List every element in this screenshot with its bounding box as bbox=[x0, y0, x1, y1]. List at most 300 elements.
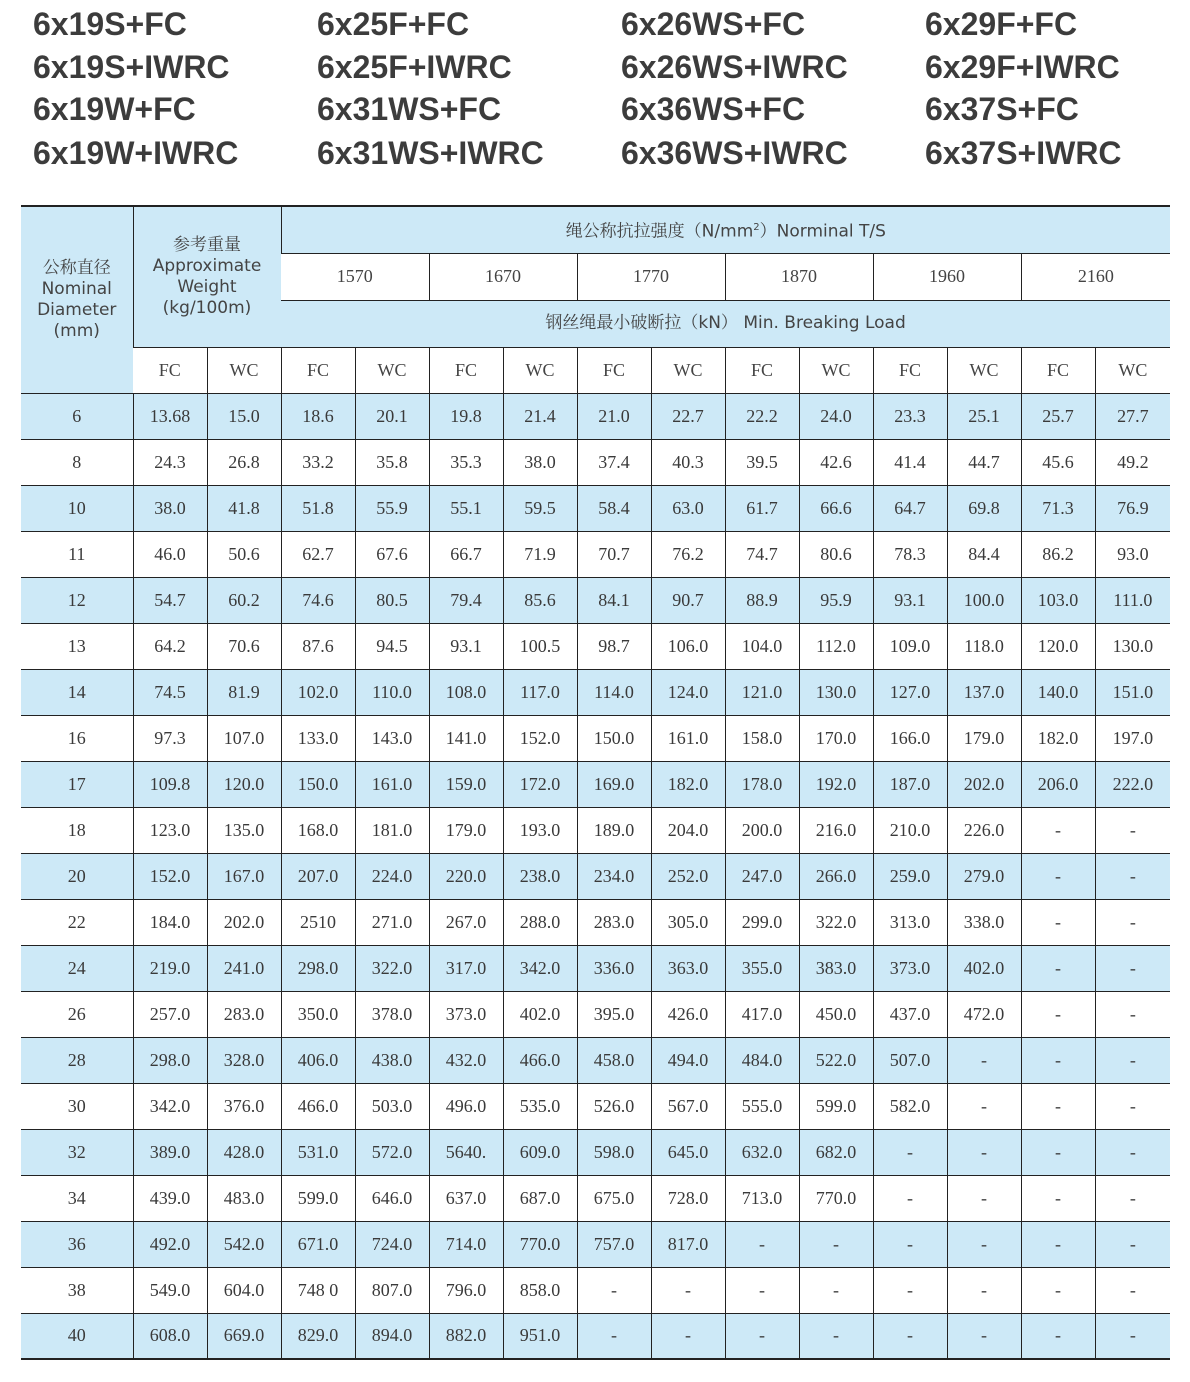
grade-header: 2160 bbox=[1021, 253, 1170, 300]
value-cell: - bbox=[725, 1221, 799, 1267]
value-cell: 67.6 bbox=[355, 531, 429, 577]
value-cell: 247.0 bbox=[725, 853, 799, 899]
value-cell: - bbox=[1095, 899, 1170, 945]
value-cell: 363.0 bbox=[651, 945, 725, 991]
table-row bbox=[21, 623, 1170, 669]
value-cell: 172.0 bbox=[503, 761, 577, 807]
weight-header-unit: (kg/100m) bbox=[162, 297, 252, 318]
value-cell: 151.0 bbox=[1095, 669, 1170, 715]
value-cell: 117.0 bbox=[503, 669, 577, 715]
value-cell: 632.0 bbox=[725, 1129, 799, 1175]
value-cell: 437.0 bbox=[873, 991, 947, 1037]
value-cell: - bbox=[947, 1083, 1021, 1129]
value-cell: - bbox=[1095, 853, 1170, 899]
diameter-header bbox=[21, 206, 133, 393]
value-cell: 93.0 bbox=[1095, 531, 1170, 577]
table-row bbox=[21, 439, 1170, 485]
value-cell: 130.0 bbox=[1095, 623, 1170, 669]
value-cell: 187.0 bbox=[873, 761, 947, 807]
value-cell: 44.7 bbox=[947, 439, 1021, 485]
value-cell: - bbox=[947, 1221, 1021, 1267]
value-cell: 84.1 bbox=[577, 577, 651, 623]
value-cell: 179.0 bbox=[429, 807, 503, 853]
value-cell: 88.9 bbox=[725, 577, 799, 623]
value-cell: 757.0 bbox=[577, 1221, 651, 1267]
value-cell: 279.0 bbox=[947, 853, 1021, 899]
rope-type-code: 6x19W+IWRC bbox=[33, 135, 239, 171]
value-cell: 646.0 bbox=[355, 1175, 429, 1221]
value-cell: 342.0 bbox=[503, 945, 577, 991]
value-cell: 143.0 bbox=[355, 715, 429, 761]
rope-type-code: 6x37S+FC bbox=[925, 91, 1079, 127]
value-cell: 118.0 bbox=[947, 623, 1021, 669]
value-cell: 266.0 bbox=[799, 853, 873, 899]
core-wc-header: WC bbox=[799, 347, 873, 393]
value-cell: 21.4 bbox=[503, 393, 577, 439]
value-cell: - bbox=[651, 1267, 725, 1313]
value-cell: 671.0 bbox=[281, 1221, 355, 1267]
table-row bbox=[21, 485, 1170, 531]
value-cell: 299.0 bbox=[725, 899, 799, 945]
value-cell: 522.0 bbox=[799, 1037, 873, 1083]
value-cell: 66.6 bbox=[799, 485, 873, 531]
value-cell: 608.0 bbox=[133, 1313, 207, 1359]
value-cell: 66.7 bbox=[429, 531, 503, 577]
rope-type-code: 6x37S+IWRC bbox=[925, 135, 1122, 171]
grade-header: 1770 bbox=[577, 253, 725, 300]
value-cell: 192.0 bbox=[799, 761, 873, 807]
value-cell: 41.8 bbox=[207, 485, 281, 531]
value-cell: 687.0 bbox=[503, 1175, 577, 1221]
value-cell: 438.0 bbox=[355, 1037, 429, 1083]
value-cell: 535.0 bbox=[503, 1083, 577, 1129]
value-cell: 5640. bbox=[429, 1129, 503, 1175]
value-cell: 25.1 bbox=[947, 393, 1021, 439]
value-cell: 882.0 bbox=[429, 1313, 503, 1359]
value-cell: 110.0 bbox=[355, 669, 429, 715]
value-cell: 328.0 bbox=[207, 1037, 281, 1083]
value-cell: 60.2 bbox=[207, 577, 281, 623]
value-cell: 609.0 bbox=[503, 1129, 577, 1175]
value-cell: 724.0 bbox=[355, 1221, 429, 1267]
value-cell: 161.0 bbox=[651, 715, 725, 761]
value-cell: 817.0 bbox=[651, 1221, 725, 1267]
value-cell: 219.0 bbox=[133, 945, 207, 991]
value-cell: 152.0 bbox=[133, 853, 207, 899]
value-cell: 109.0 bbox=[873, 623, 947, 669]
value-cell: - bbox=[947, 1313, 1021, 1359]
value-cell: - bbox=[1021, 1129, 1095, 1175]
table-row bbox=[21, 577, 1170, 623]
core-wc-header: WC bbox=[651, 347, 725, 393]
value-cell: 55.1 bbox=[429, 485, 503, 531]
value-cell: 305.0 bbox=[651, 899, 725, 945]
value-cell: 79.4 bbox=[429, 577, 503, 623]
value-cell: 35.3 bbox=[429, 439, 503, 485]
value-cell: - bbox=[873, 1129, 947, 1175]
value-cell: 38.0 bbox=[133, 485, 207, 531]
value-cell: - bbox=[1021, 1267, 1095, 1313]
value-cell: 322.0 bbox=[355, 945, 429, 991]
value-cell: - bbox=[1095, 1175, 1170, 1221]
value-cell: - bbox=[1021, 991, 1095, 1037]
value-cell: 90.7 bbox=[651, 577, 725, 623]
value-cell: 770.0 bbox=[799, 1175, 873, 1221]
value-cell: 210.0 bbox=[873, 807, 947, 853]
value-cell: - bbox=[1095, 1267, 1170, 1313]
breaking-load-table bbox=[21, 205, 1170, 1360]
value-cell: 71.9 bbox=[503, 531, 577, 577]
value-cell: 428.0 bbox=[207, 1129, 281, 1175]
value-cell: - bbox=[1021, 1037, 1095, 1083]
table-body bbox=[21, 393, 1170, 1359]
value-cell: - bbox=[725, 1267, 799, 1313]
value-cell: 389.0 bbox=[133, 1129, 207, 1175]
value-cell: 95.9 bbox=[799, 577, 873, 623]
value-cell: 202.0 bbox=[947, 761, 1021, 807]
value-cell: 283.0 bbox=[207, 991, 281, 1037]
value-cell: 458.0 bbox=[577, 1037, 651, 1083]
diameter-cell: 30 bbox=[21, 1083, 133, 1129]
table-row bbox=[21, 807, 1170, 853]
value-cell: 39.5 bbox=[725, 439, 799, 485]
value-cell: 179.0 bbox=[947, 715, 1021, 761]
value-cell: 526.0 bbox=[577, 1083, 651, 1129]
value-cell: 426.0 bbox=[651, 991, 725, 1037]
value-cell: 298.0 bbox=[281, 945, 355, 991]
value-cell: 158.0 bbox=[725, 715, 799, 761]
value-cell: 167.0 bbox=[207, 853, 281, 899]
value-cell: 189.0 bbox=[577, 807, 651, 853]
value-cell: 69.8 bbox=[947, 485, 1021, 531]
grade-header: 1570 bbox=[281, 253, 429, 300]
weight-header-en1: Approximate bbox=[152, 255, 262, 276]
value-cell: - bbox=[873, 1221, 947, 1267]
value-cell: 555.0 bbox=[725, 1083, 799, 1129]
value-cell: 226.0 bbox=[947, 807, 1021, 853]
value-cell: 271.0 bbox=[355, 899, 429, 945]
value-cell: 342.0 bbox=[133, 1083, 207, 1129]
value-cell: 80.5 bbox=[355, 577, 429, 623]
value-cell: 161.0 bbox=[355, 761, 429, 807]
value-cell: 182.0 bbox=[1021, 715, 1095, 761]
table-row bbox=[21, 1175, 1170, 1221]
core-wc-header: WC bbox=[947, 347, 1021, 393]
value-cell: 76.9 bbox=[1095, 485, 1170, 531]
table-row bbox=[21, 531, 1170, 577]
value-cell: - bbox=[1095, 1037, 1170, 1083]
diameter-cell: 16 bbox=[21, 715, 133, 761]
value-cell: 80.6 bbox=[799, 531, 873, 577]
diameter-cell: 6 bbox=[21, 393, 133, 439]
value-cell: 85.6 bbox=[503, 577, 577, 623]
value-cell: 170.0 bbox=[799, 715, 873, 761]
value-cell: 40.3 bbox=[651, 439, 725, 485]
value-cell: 107.0 bbox=[207, 715, 281, 761]
weight-header bbox=[133, 206, 281, 347]
diameter-cell: 28 bbox=[21, 1037, 133, 1083]
diameter-header-unit: (mm) bbox=[53, 320, 100, 341]
table-row bbox=[21, 761, 1170, 807]
value-cell: 770.0 bbox=[503, 1221, 577, 1267]
value-cell: 402.0 bbox=[947, 945, 1021, 991]
value-cell: 483.0 bbox=[207, 1175, 281, 1221]
core-fc-header: FC bbox=[577, 347, 651, 393]
value-cell: 103.0 bbox=[1021, 577, 1095, 623]
grade-header: 1670 bbox=[429, 253, 577, 300]
value-cell: 70.6 bbox=[207, 623, 281, 669]
value-cell: 317.0 bbox=[429, 945, 503, 991]
value-cell: 472.0 bbox=[947, 991, 1021, 1037]
table-row bbox=[21, 899, 1170, 945]
value-cell: 33.2 bbox=[281, 439, 355, 485]
value-cell: 492.0 bbox=[133, 1221, 207, 1267]
value-cell: 159.0 bbox=[429, 761, 503, 807]
table-row bbox=[21, 945, 1170, 991]
value-cell: 645.0 bbox=[651, 1129, 725, 1175]
value-cell: 2510 bbox=[281, 899, 355, 945]
value-cell: - bbox=[651, 1313, 725, 1359]
value-cell: 355.0 bbox=[725, 945, 799, 991]
value-cell: 86.2 bbox=[1021, 531, 1095, 577]
value-cell: 298.0 bbox=[133, 1037, 207, 1083]
rope-type-code: 6x31WS+IWRC bbox=[317, 135, 544, 171]
rope-type-code: 6x19S+FC bbox=[33, 6, 187, 42]
value-cell: 184.0 bbox=[133, 899, 207, 945]
value-cell: 46.0 bbox=[133, 531, 207, 577]
diameter-header-cn: 公称直径 bbox=[42, 257, 111, 278]
value-cell: 829.0 bbox=[281, 1313, 355, 1359]
value-cell: 23.3 bbox=[873, 393, 947, 439]
value-cell: 61.7 bbox=[725, 485, 799, 531]
value-cell: 84.4 bbox=[947, 531, 1021, 577]
value-cell: 466.0 bbox=[503, 1037, 577, 1083]
value-cell: 338.0 bbox=[947, 899, 1021, 945]
rope-type-code: 6x26WS+IWRC bbox=[621, 49, 848, 85]
value-cell: 59.5 bbox=[503, 485, 577, 531]
value-cell: 98.7 bbox=[577, 623, 651, 669]
value-cell: 74.6 bbox=[281, 577, 355, 623]
value-cell: 63.0 bbox=[651, 485, 725, 531]
weight-header-en2: Weight bbox=[177, 276, 237, 297]
value-cell: 45.6 bbox=[1021, 439, 1095, 485]
table-row bbox=[21, 991, 1170, 1037]
value-cell: 18.6 bbox=[281, 393, 355, 439]
table-row bbox=[21, 669, 1170, 715]
value-cell: 50.6 bbox=[207, 531, 281, 577]
grade-header: 1870 bbox=[725, 253, 873, 300]
value-cell: 20.1 bbox=[355, 393, 429, 439]
value-cell: 567.0 bbox=[651, 1083, 725, 1129]
value-cell: 62.7 bbox=[281, 531, 355, 577]
value-cell: 141.0 bbox=[429, 715, 503, 761]
value-cell: 140.0 bbox=[1021, 669, 1095, 715]
rope-type-code: 6x29F+IWRC bbox=[925, 49, 1120, 85]
strength-header bbox=[281, 206, 1170, 253]
value-cell: 120.0 bbox=[1021, 623, 1095, 669]
core-fc-header: FC bbox=[429, 347, 503, 393]
value-cell: 19.8 bbox=[429, 393, 503, 439]
value-cell: 714.0 bbox=[429, 1221, 503, 1267]
weight-header-cn: 参考重量 bbox=[173, 234, 241, 255]
value-cell: 150.0 bbox=[281, 761, 355, 807]
strength-header-text: 绳公称抗拉强度（N/mm bbox=[565, 221, 754, 242]
value-cell: 168.0 bbox=[281, 807, 355, 853]
value-cell: - bbox=[1095, 945, 1170, 991]
rope-type-code: 6x31WS+FC bbox=[317, 91, 502, 127]
value-cell: 288.0 bbox=[503, 899, 577, 945]
diameter-cell: 12 bbox=[21, 577, 133, 623]
value-cell: 200.0 bbox=[725, 807, 799, 853]
value-cell: 150.0 bbox=[577, 715, 651, 761]
value-cell: 120.0 bbox=[207, 761, 281, 807]
value-cell: 106.0 bbox=[651, 623, 725, 669]
diameter-header-en2: Diameter bbox=[37, 299, 117, 320]
core-fc-header: FC bbox=[133, 347, 207, 393]
value-cell: - bbox=[577, 1267, 651, 1313]
value-cell: 94.5 bbox=[355, 623, 429, 669]
value-cell: 376.0 bbox=[207, 1083, 281, 1129]
table-row bbox=[21, 1083, 1170, 1129]
value-cell: 383.0 bbox=[799, 945, 873, 991]
value-cell: 241.0 bbox=[207, 945, 281, 991]
value-cell: 182.0 bbox=[651, 761, 725, 807]
value-cell: 531.0 bbox=[281, 1129, 355, 1175]
value-cell: - bbox=[1021, 1175, 1095, 1221]
value-cell: 152.0 bbox=[503, 715, 577, 761]
diameter-cell: 36 bbox=[21, 1221, 133, 1267]
value-cell: - bbox=[1021, 945, 1095, 991]
value-cell: 395.0 bbox=[577, 991, 651, 1037]
value-cell: 224.0 bbox=[355, 853, 429, 899]
diameter-cell: 17 bbox=[21, 761, 133, 807]
value-cell: 599.0 bbox=[799, 1083, 873, 1129]
value-cell: 22.2 bbox=[725, 393, 799, 439]
value-cell: - bbox=[799, 1221, 873, 1267]
table-row bbox=[21, 1129, 1170, 1175]
value-cell: 682.0 bbox=[799, 1129, 873, 1175]
value-cell: 24.0 bbox=[799, 393, 873, 439]
value-cell: 21.0 bbox=[577, 393, 651, 439]
value-cell: 378.0 bbox=[355, 991, 429, 1037]
value-cell: - bbox=[947, 1129, 1021, 1175]
rope-type-code: 6x19W+FC bbox=[33, 91, 196, 127]
value-cell: 166.0 bbox=[873, 715, 947, 761]
value-cell: - bbox=[1095, 1221, 1170, 1267]
value-cell: - bbox=[1021, 853, 1095, 899]
value-cell: - bbox=[1095, 991, 1170, 1037]
value-cell: 49.2 bbox=[1095, 439, 1170, 485]
core-row bbox=[21, 347, 1170, 393]
rope-type-list bbox=[0, 0, 1190, 190]
value-cell: - bbox=[1021, 807, 1095, 853]
core-fc-header: FC bbox=[1021, 347, 1095, 393]
value-cell: 87.6 bbox=[281, 623, 355, 669]
core-fc-header: FC bbox=[725, 347, 799, 393]
value-cell: 238.0 bbox=[503, 853, 577, 899]
value-cell: 507.0 bbox=[873, 1037, 947, 1083]
strength-header-en: ）Norminal T/S bbox=[759, 221, 886, 242]
diameter-header-en1: Nominal bbox=[41, 278, 112, 299]
value-cell: 58.4 bbox=[577, 485, 651, 531]
value-cell: 728.0 bbox=[651, 1175, 725, 1221]
value-cell: 807.0 bbox=[355, 1267, 429, 1313]
diameter-cell: 38 bbox=[21, 1267, 133, 1313]
value-cell: 41.4 bbox=[873, 439, 947, 485]
rope-type-code: 6x26WS+FC bbox=[621, 6, 806, 42]
diameter-cell: 10 bbox=[21, 485, 133, 531]
value-cell: 748 0 bbox=[281, 1267, 355, 1313]
value-cell: 350.0 bbox=[281, 991, 355, 1037]
value-cell: 27.7 bbox=[1095, 393, 1170, 439]
value-cell: 102.0 bbox=[281, 669, 355, 715]
value-cell: 951.0 bbox=[503, 1313, 577, 1359]
value-cell: 494.0 bbox=[651, 1037, 725, 1083]
diameter-cell: 13 bbox=[21, 623, 133, 669]
value-cell: 111.0 bbox=[1095, 577, 1170, 623]
value-cell: 220.0 bbox=[429, 853, 503, 899]
value-cell: - bbox=[1095, 807, 1170, 853]
value-cell: 336.0 bbox=[577, 945, 651, 991]
value-cell: 202.0 bbox=[207, 899, 281, 945]
table-row bbox=[21, 715, 1170, 761]
diameter-cell: 8 bbox=[21, 439, 133, 485]
value-cell: 130.0 bbox=[799, 669, 873, 715]
core-wc-header: WC bbox=[1095, 347, 1170, 393]
value-cell: 450.0 bbox=[799, 991, 873, 1037]
table-row bbox=[21, 1037, 1170, 1083]
value-cell: 417.0 bbox=[725, 991, 799, 1037]
value-cell: 109.8 bbox=[133, 761, 207, 807]
value-cell: 257.0 bbox=[133, 991, 207, 1037]
value-cell: 197.0 bbox=[1095, 715, 1170, 761]
value-cell: 22.7 bbox=[651, 393, 725, 439]
value-cell: 267.0 bbox=[429, 899, 503, 945]
value-cell: 542.0 bbox=[207, 1221, 281, 1267]
diameter-cell: 20 bbox=[21, 853, 133, 899]
value-cell: 373.0 bbox=[429, 991, 503, 1037]
value-cell: 81.9 bbox=[207, 669, 281, 715]
value-cell: 108.0 bbox=[429, 669, 503, 715]
value-cell: 93.1 bbox=[873, 577, 947, 623]
value-cell: 206.0 bbox=[1021, 761, 1095, 807]
value-cell: 74.5 bbox=[133, 669, 207, 715]
value-cell: 466.0 bbox=[281, 1083, 355, 1129]
table-row bbox=[21, 1313, 1170, 1359]
rope-type-code: 6x19S+IWRC bbox=[33, 49, 230, 85]
value-cell: 402.0 bbox=[503, 991, 577, 1037]
value-cell: 55.9 bbox=[355, 485, 429, 531]
rope-type-code: 6x36WS+IWRC bbox=[621, 135, 848, 171]
value-cell: 283.0 bbox=[577, 899, 651, 945]
value-cell: - bbox=[1095, 1083, 1170, 1129]
value-cell: 51.8 bbox=[281, 485, 355, 531]
value-cell: 894.0 bbox=[355, 1313, 429, 1359]
value-cell: 598.0 bbox=[577, 1129, 651, 1175]
value-cell: 637.0 bbox=[429, 1175, 503, 1221]
breaking-load-header: 钢丝绳最小破断拉（kN） Min. Breaking Load bbox=[281, 300, 1170, 347]
value-cell: 234.0 bbox=[577, 853, 651, 899]
diameter-cell: 24 bbox=[21, 945, 133, 991]
value-cell: - bbox=[1021, 1221, 1095, 1267]
value-cell: - bbox=[947, 1175, 1021, 1221]
value-cell: 54.7 bbox=[133, 577, 207, 623]
value-cell: 178.0 bbox=[725, 761, 799, 807]
core-wc-header: WC bbox=[207, 347, 281, 393]
value-cell: 313.0 bbox=[873, 899, 947, 945]
diameter-cell: 11 bbox=[21, 531, 133, 577]
diameter-cell: 32 bbox=[21, 1129, 133, 1175]
